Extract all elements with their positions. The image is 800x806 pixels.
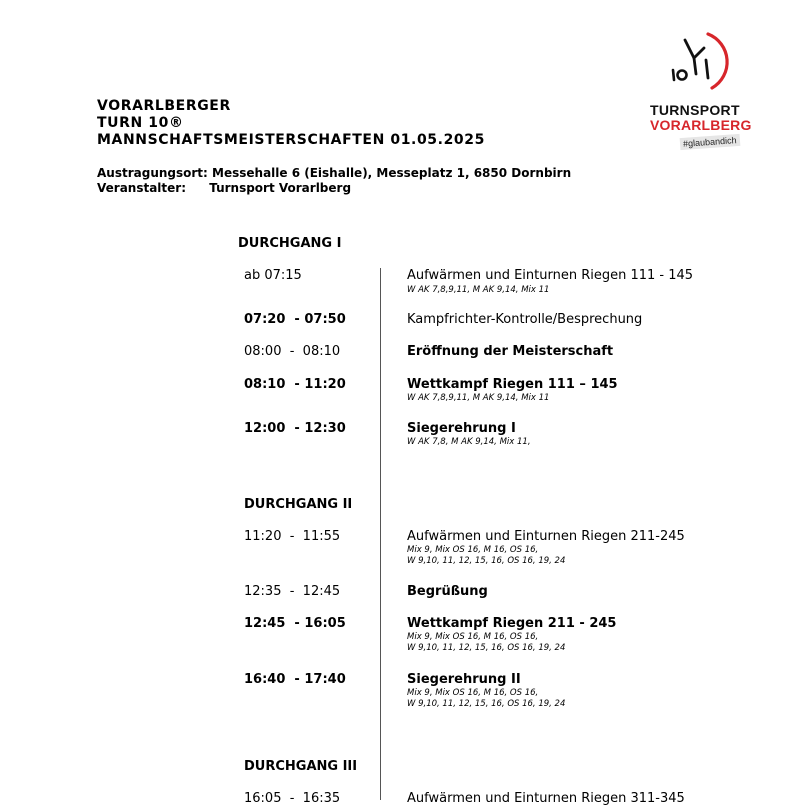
entry-activity: Siegerehrung I bbox=[407, 421, 516, 436]
logo-text-turnsport: TURNSPORT bbox=[650, 102, 740, 118]
entry-activity: Siegerehrung II bbox=[407, 672, 521, 687]
entry-activity: Kampfrichter-Kontrolle/Besprechung bbox=[407, 312, 643, 327]
entry-time: 12:00 - 12:30 bbox=[244, 421, 346, 436]
entry-activity: Aufwärmen und Einturnen Riegen 211-245 bbox=[407, 529, 685, 544]
logo-text-vorarlberg: VORARLBERG bbox=[650, 117, 752, 133]
entry-detail: W AK 7,8, M AK 9,14, Mix 11, bbox=[407, 437, 531, 447]
venue-row bbox=[97, 166, 571, 181]
organizer-row bbox=[97, 181, 571, 196]
entry-time: 16:05 - 16:35 bbox=[244, 791, 341, 806]
gymnast-emblem-icon bbox=[668, 30, 730, 100]
entry-time: 08:00 - 08:10 bbox=[244, 344, 341, 359]
entry-time: 16:40 - 17:40 bbox=[244, 672, 346, 687]
entry-detail: W AK 7,8,9,11, M AK 9,14, Mix 11 bbox=[407, 285, 550, 295]
section-title: DURCHGANG I bbox=[238, 236, 342, 251]
event-meta bbox=[97, 166, 571, 196]
entry-detail: W 9,10, 11, 12, 15, 16, OS 16, 19, 24 bbox=[407, 699, 566, 709]
title-line-3: MANNSCHAFTSMEISTERSCHAFTEN 01.05.2025 bbox=[97, 132, 485, 148]
entry-time: 08:10 - 11:20 bbox=[244, 377, 346, 392]
entry-time: 07:20 - 07:50 bbox=[244, 312, 346, 327]
organizer-value: Turnsport Vorarlberg bbox=[209, 181, 352, 195]
entry-activity: Wettkampf Riegen 111 – 145 bbox=[407, 377, 618, 392]
entry-activity: Eröffnung der Meisterschaft bbox=[407, 344, 614, 359]
section-title: DURCHGANG III bbox=[244, 759, 358, 774]
entry-detail: Mix 9, Mix OS 16, M 16, OS 16, bbox=[407, 632, 539, 642]
entry-time: 12:35 - 12:45 bbox=[244, 584, 341, 599]
section-title: DURCHGANG II bbox=[244, 497, 353, 512]
entry-activity: Begrüßung bbox=[407, 584, 488, 599]
entry-detail: W 9,10, 11, 12, 15, 16, OS 16, 19, 24 bbox=[407, 556, 566, 566]
title-line-1: VORARLBERGER bbox=[97, 98, 231, 114]
schedule-divider bbox=[380, 268, 381, 800]
venue-label: Austragungsort: bbox=[97, 166, 208, 180]
entry-detail: W 9,10, 11, 12, 15, 16, OS 16, 19, 24 bbox=[407, 643, 566, 653]
organizer-label: Veranstalter: bbox=[97, 181, 187, 195]
logo-tagline: #glaubandich bbox=[680, 134, 740, 150]
entry-activity: Wettkampf Riegen 211 - 245 bbox=[407, 616, 617, 631]
entry-detail: Mix 9, Mix OS 16, M 16, OS 16, bbox=[407, 688, 539, 698]
entry-time: ab 07:15 bbox=[244, 268, 302, 283]
entry-activity: Aufwärmen und Einturnen Riegen 111 - 145 bbox=[407, 268, 694, 283]
document-title bbox=[97, 98, 485, 149]
venue-value: Messehalle 6 (Eishalle), Messeplatz 1, 6850 Dornbirn bbox=[212, 166, 572, 180]
turnsport-logo bbox=[648, 30, 752, 155]
entry-detail: W AK 7,8,9,11, M AK 9,14, Mix 11 bbox=[407, 393, 550, 403]
entry-time: 11:20 - 11:55 bbox=[244, 529, 341, 544]
entry-activity: Aufwärmen und Einturnen Riegen 311-345 bbox=[407, 791, 685, 806]
entry-detail: Mix 9, Mix OS 16, M 16, OS 16, bbox=[407, 545, 539, 555]
entry-time: 12:45 - 16:05 bbox=[244, 616, 346, 631]
title-line-2: TURN 10® bbox=[97, 115, 184, 131]
